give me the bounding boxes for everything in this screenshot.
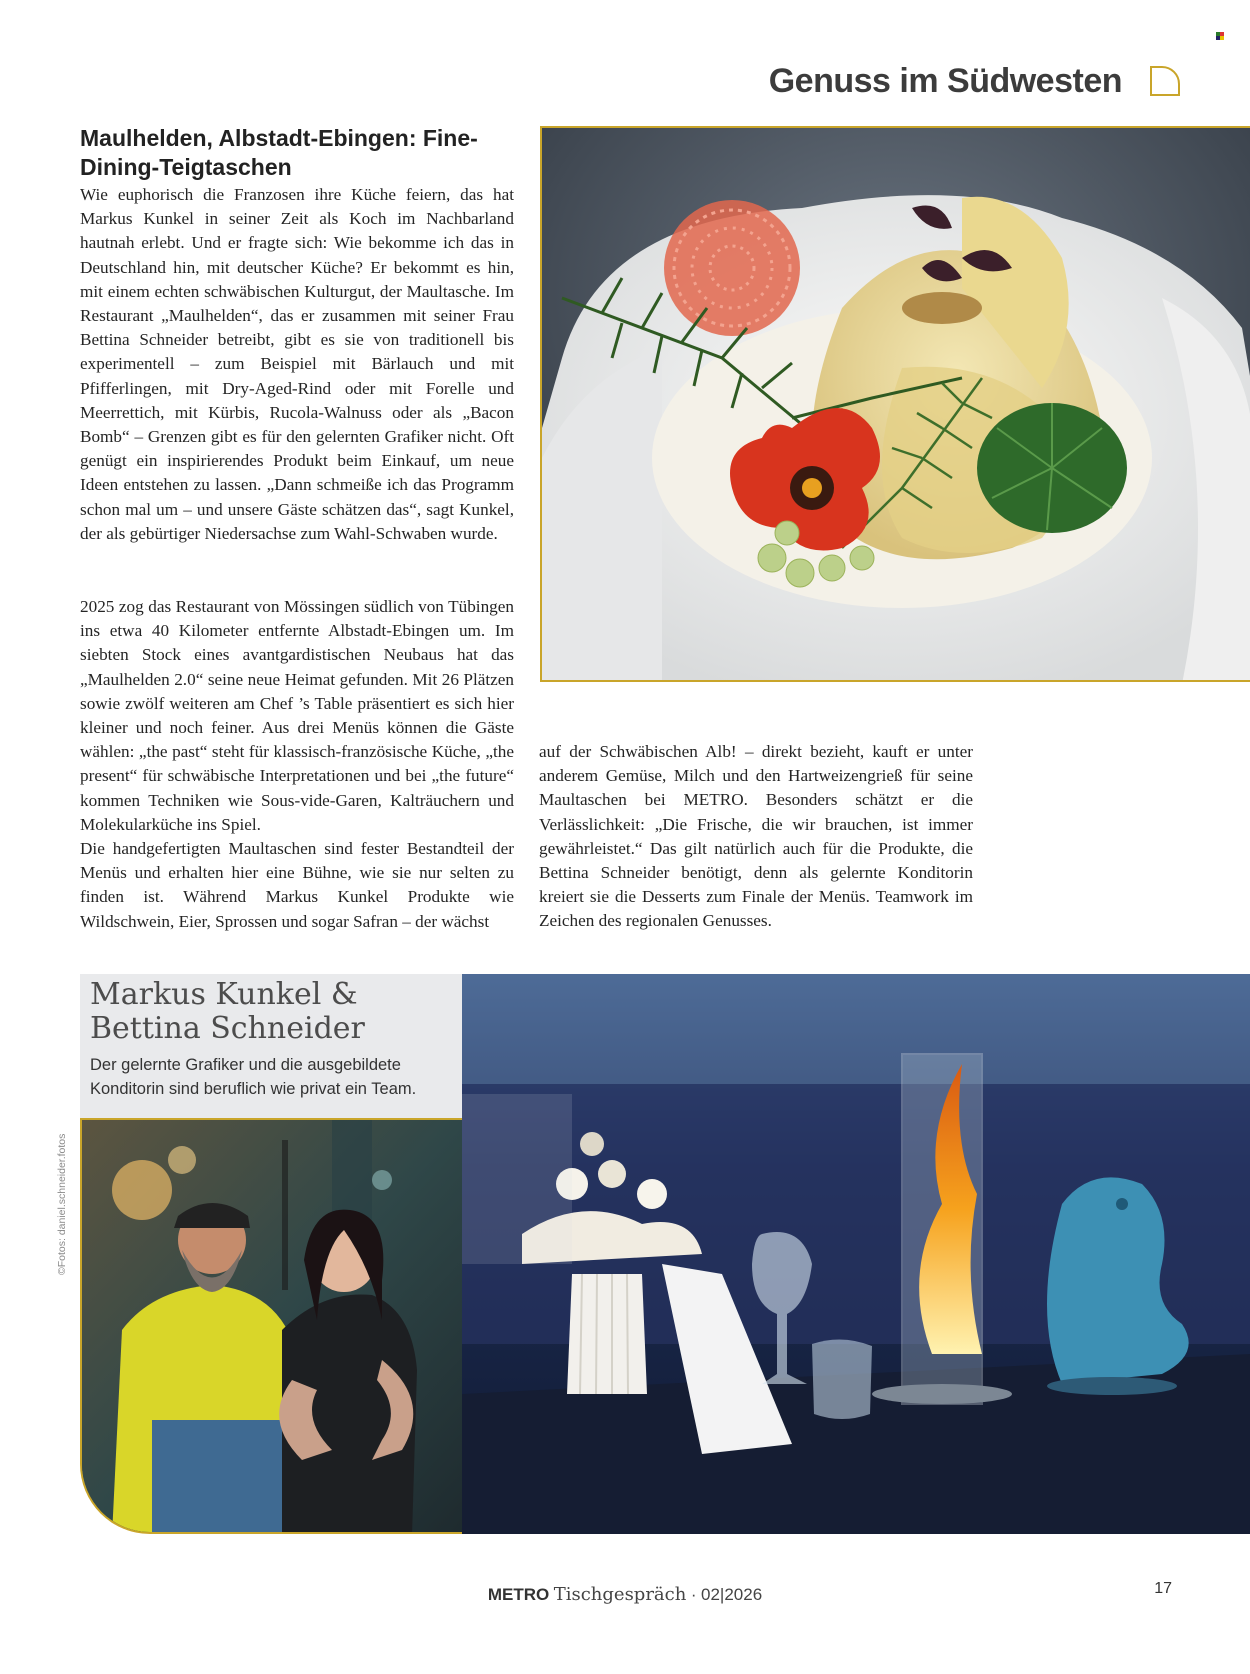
paragraph-intro: Wie euphorisch die Franzosen ihre Küche feiern, das hat Markus Kunkel in seiner Zeit als Koch im Nachbarland hautnah erlebt. Und er fragte sich: Wie bekomme ich das in Deutschland hin, mit deutscher Küche? Er bekommt es hin, mit einem echten schwäbischen Kulturgut, der Maultasche. Im Restaurant „Maulhelden“, das er zusammen mit seiner Frau Bettina Schneider betreibt, gibt es sie von traditionell bis experimentell – zum Beispiel mit Bärlauch und mit Pfifferlingen, mit Dry-Aged-Rind oder mit Forelle und Meerrettich, mit Kürbis, Rucola-Walnuss oder als „Bacon Bomb“ – Grenzen gibt es für den gelernten Grafiker nicht. Oft genügt ein inspirierendes Produkt beim Einkauf, um neue Ideen entstehen zu lassen. „Dann schmeiße ich das Programm schon mal um – und unsere Gäste schätzen das“, sagt Kunkel, der als gebürtiger Niedersachse zum Wahl-Schwaben wurde. xyxy=(80,185,514,543)
page-footer xyxy=(0,1584,1250,1605)
paragraph-metro: auf der Schwäbischen Alb! – direkt bezieht, kauft er unter anderem Gemüse, Milch und den Hartweizengrieß für seine Maultaschen bei METRO. Besonders schätzt er die Verlässlichkeit: „Die Frische, die wir brauchen, ist immer gewährleistet.“ Das gilt natürlich auch für die Produkte, die Bettina Schneider benötigt, denn als gelernte Konditorin kreiert sie die Desserts zum Finale der Menüs. Teamwork im Zeichen des regionalen Genusses. xyxy=(539,742,973,931)
owners-portrait-photo xyxy=(80,1118,462,1534)
page-number: 17 xyxy=(1154,1580,1172,1597)
page-corner-icon xyxy=(1150,66,1180,96)
restaurant-feature xyxy=(80,974,1250,1534)
paragraph-maultaschen: Die handgefertigten Maultaschen sind fester Bestandteil der Menüs und erhalten hier eine Bühne, wie sie nur selten zu finden ist. Während Markus Kunkel Produkte wie Wildschwein, Eier, Sprossen und sogar Safran – der wächst xyxy=(80,839,514,931)
footer-issue: 02|2026 xyxy=(701,1585,763,1604)
article-column-1 xyxy=(80,183,514,546)
footer-brand: METRO xyxy=(487,1585,550,1604)
caption-names xyxy=(90,978,365,1046)
footer-separator: · xyxy=(690,1585,697,1604)
article-column-2 xyxy=(539,740,973,934)
caption-name-line-1: Markus Kunkel & xyxy=(90,977,358,1012)
photo-credit: ©Fotos: daniel.schneider.fotos xyxy=(56,1133,68,1275)
restaurant-table-photo xyxy=(462,974,1250,1534)
caption-name-line-2: Bettina Schneider xyxy=(90,1011,365,1046)
printer-mark-icon xyxy=(1216,32,1224,40)
caption-description: Der gelernte Grafiker und die ausgebildete Konditorin sind beruflich wie privat ein Team. xyxy=(90,1056,417,1098)
footer-magazine: Tischgespräch xyxy=(553,1584,687,1605)
section-title: Genuss im Südwesten xyxy=(768,62,1122,100)
article-column-1-lower xyxy=(80,595,514,934)
paragraph-relocation: 2025 zog das Restaurant von Mössingen südlich von Tübingen ins etwa 40 Kilometer entfernte Albstadt-Ebingen um. Im siebten Stock eines avantgardistischen Neubaus hat das „Maulhelden 2.0“ seine neue Heimat gefunden. Mit 26 Plätzen sowie zwölf weiteren am Chef ’s Table präsentiert es sich hier kleiner und noch feiner. Aus drei Menüs können die Gäste wählen: „the past“ steht für klassisch-französische Küche, „the present“ für schwäbische Interpretationen und bei „the future“ kommen Techniken wie Sous-vide-Garen, Kalträuchern und Molekularküche ins Spiel. xyxy=(80,597,514,834)
article-headline: Maulhelden, Albstadt-Ebingen: Fine-Dining-Teigtaschen xyxy=(80,125,478,180)
maultasche-dish-photo xyxy=(540,126,1250,682)
caption-box xyxy=(80,974,462,1118)
